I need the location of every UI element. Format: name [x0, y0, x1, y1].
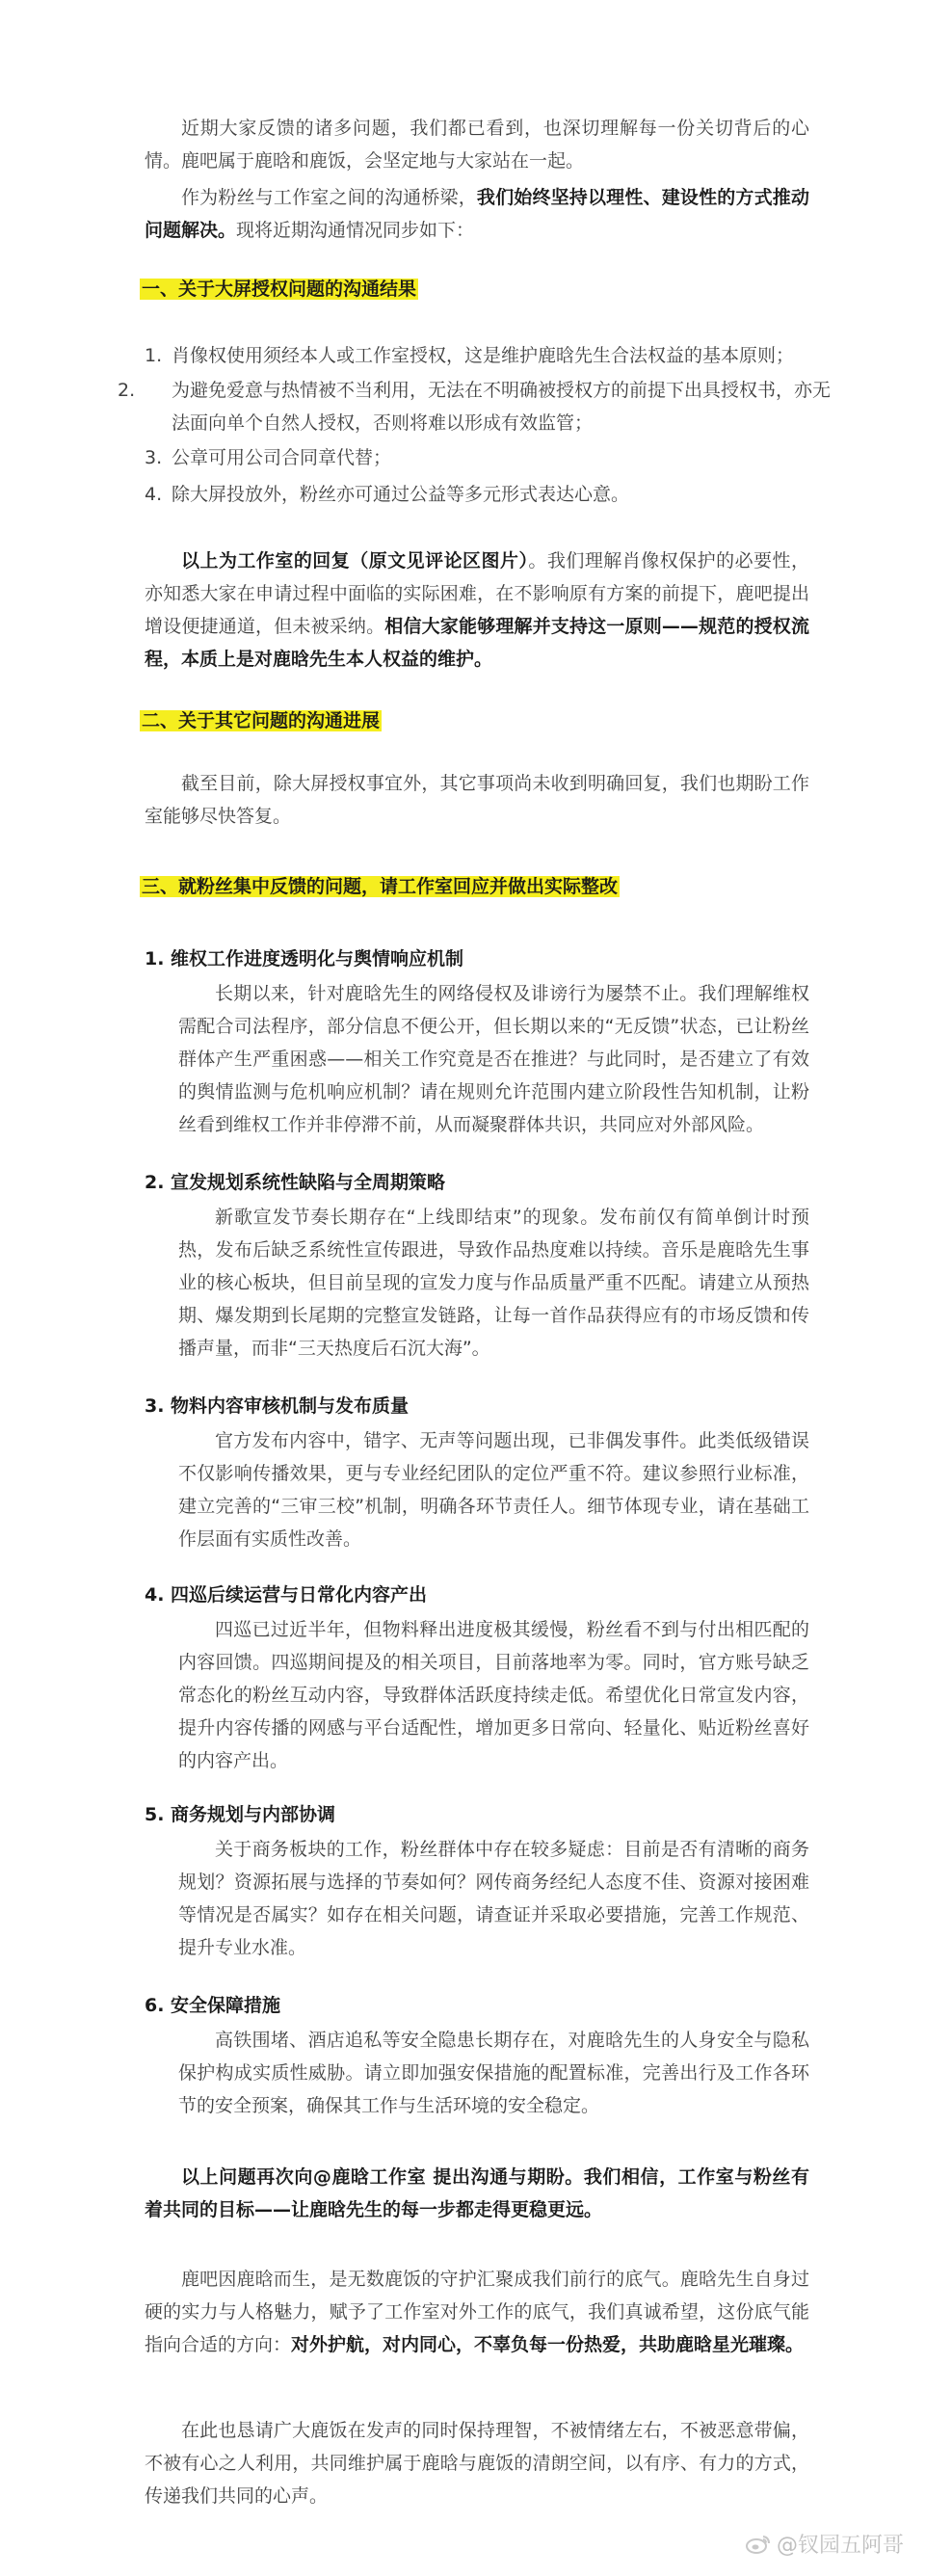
closing-paragraph-2	[145, 2263, 809, 2361]
list-number: 4.	[145, 484, 163, 505]
watermark-text: @钗园五阿哥	[776, 2534, 904, 2558]
section-3-item-4-text: 四巡已过近半年，但物料释出进度极其缓慢，粉丝看不到与付出相匹配的内容回馈。四巡期间提及的相关项目，目前落地率为零。同时，官方账号缺乏常态化的粉丝互动内容，导致群体活跃度持续走低。希望优化日常宣发内容，提升内容传播的网感与平台适配性，增加更多日常向、轻量化、贴近粉丝喜好的内容产出。	[178, 1619, 809, 1771]
intro-p2-tail: 现将近期沟通情况同步如下：	[236, 220, 475, 241]
closing-paragraph-3: 在此也恳请广大鹿饭在发声的同时保持理智，不被情绪左右，不被恶意带偏，不被有心之人利用，共同维护属于鹿晗与鹿饭的清朗空间，以有序、有力的方式，传递我们共同的心声。	[145, 2420, 809, 2507]
section-3-item-5-text: 关于商务板块的工作，粉丝群体中存在较多疑虑：目前是否有清晰的商务规划？资源拓展与选择的节奏如何？网传商务经纪人态度不佳、资源对接困难等情况是否属实？如存在相关问题，请查证并采取必要措施，完善工作规范、提升专业水准。	[178, 1839, 809, 1958]
list-number: 1.	[145, 345, 163, 366]
section-2-heading-text: 二、关于其它问题的沟通进展	[142, 710, 381, 731]
section-3-item-2-title: 2. 宣发规划系统性缺陷与全周期策略	[145, 1172, 446, 1193]
list-text: 除大屏投放外，粉丝亦可通过公益等多元形式表达心意。	[172, 484, 630, 505]
closing-p2-bold: 对外护航，对内同心，不辜负每一份热爱，共助鹿晗星光璀璨。	[291, 2334, 805, 2355]
section-3-heading-text: 三、就粉丝集中反馈的问题，请工作室回应并做出实际整改	[142, 876, 619, 897]
reply-bold-2: 相信大家能够理解并支持这一原则——规范的授权流程，本质上是对鹿晗先生本人权益的维护。	[145, 616, 809, 670]
section-3-item-3-title: 3. 物料内容审核机制与发布质量	[145, 1395, 410, 1417]
section-3-item-5-title: 5. 商务规划与内部协调	[145, 1804, 336, 1825]
intro-p2-plain: 作为粉丝与工作室之间的沟通桥梁，	[181, 187, 477, 208]
section-3-item-1-title: 1. 维权工作进度透明化与舆情响应机制	[145, 948, 464, 969]
section-2-text: 截至目前，除大屏授权事宜外，其它事项尚未收到明确回复，我们也期盼工作室能够尽快答复。	[145, 773, 809, 827]
intro-p2-bold: 我们始终坚持以理性、建设性的方式推动问题解决。	[145, 187, 809, 241]
section-3-item-4-title: 4. 四巡后续运营与日常化内容产出	[145, 1584, 428, 1606]
list-number: 3.	[145, 447, 163, 468]
section-3-item-6-text: 高铁围堵、酒店追私等安全隐患长期存在，对鹿晗先生的人身安全与隐私保护构成实质性威胁。请立即加强安保措施的配置标准，完善出行及工作各环节的安全预案，确保其工作与生活环境的安全稳定。	[178, 2030, 809, 2116]
section-1-reply	[145, 544, 809, 676]
weibo-watermark	[746, 2529, 904, 2559]
intro-paragraph-1: 近期大家反馈的诸多问题，我们都已看到，也深切理解每一份关切背后的心情。鹿吧属于鹿晗和鹿饭，会坚定地与大家站在一起。	[145, 118, 809, 172]
section-3-item-3-text: 官方发布内容中，错字、无声等问题出现，已非偶发事件。此类低级错误不仅影响传播效果，更与专业经纪团队的定位严重不符。建议参照行业标准，建立完善的“三审三校”机制，明确各环节责任人。细节体现专业，请在基础工作层面有实质性改善。	[178, 1430, 809, 1550]
section-3-heading	[140, 872, 620, 901]
reply-plain: 。我们理解肖像权保护的必要性，亦知悉大家在申请过程中面临的实际困难，在不影响原有方案的前提下，鹿吧提出增设便捷通道，但未被采纳。	[145, 550, 809, 637]
section-1-heading	[140, 275, 418, 304]
weibo-logo-icon	[746, 2535, 771, 2554]
list-text: 肖像权使用须经本人或工作室授权，这是维护鹿晗先生合法权益的基本原则；	[172, 345, 795, 366]
list-text: 公章可用公司合同章代替；	[172, 447, 392, 468]
section-1-item-2	[118, 374, 836, 439]
section-3-item-1-text: 长期以来，针对鹿晗先生的网络侵权及诽谤行为屡禁不止。我们理解维权需配合司法程序，部分信息不便公开，但长期以来的“无反馈”状态，已让粉丝群体产生严重困惑——相关工作究竟是否在推进？与此同时，是否建立了有效的舆情监测与危机响应机制？请在规则允许范围内建立阶段性告知机制，让粉丝看到维权工作并非停滞不前，从而凝聚群体共识，共同应对外部风险。	[178, 983, 809, 1135]
section-1-heading-text: 一、关于大屏授权问题的沟通结果	[142, 279, 417, 300]
list-text: 为避免爱意与热情被不当利用，无法在不明确被授权方的前提下出具授权书，亦无法面向单个自然人授权，否则将难以形成有效监管；	[172, 380, 832, 434]
intro-paragraph-2	[145, 181, 809, 247]
reply-bold-1: 以上为工作室的回复（原文见评论区图片）	[181, 550, 529, 571]
section-3-item-6-title: 6. 安全保障措施	[145, 1995, 281, 2016]
closing-paragraph-1: 以上问题再次向@鹿晗工作室 提出沟通与期盼。我们相信，工作室与粉丝有着共同的目标——让鹿晗先生的每一步都走得更稳更远。	[145, 2166, 809, 2220]
closing-p2-plain: 鹿吧因鹿晗而生，是无数鹿饭的守护汇聚成我们前行的底气。鹿晗先生自身过硬的实力与人格魅力，赋予了工作室对外工作的底气，我们真诚希望，这份底气能指向合适的方向：	[145, 2269, 809, 2355]
section-3-item-2-text: 新歌宣发节奏长期存在“上线即结束”的现象。发布前仅有简单倒计时预热，发布后缺乏系统性宣传跟进，导致作品热度难以持续。音乐是鹿晗先生事业的核心板块，但目前呈现的宣发力度与作品质量严重不匹配。请建立从预热期、爆发期到长尾期的完整宣发链路，让每一首作品获得应有的市场反馈和传播声量，而非“三天热度后石沉大海”。	[178, 1207, 809, 1359]
section-2-heading	[140, 706, 382, 735]
section-1-item-1	[145, 339, 809, 372]
section-1-item-3	[145, 441, 809, 474]
section-1-item-4	[145, 478, 809, 511]
list-number: 2.	[118, 380, 136, 401]
